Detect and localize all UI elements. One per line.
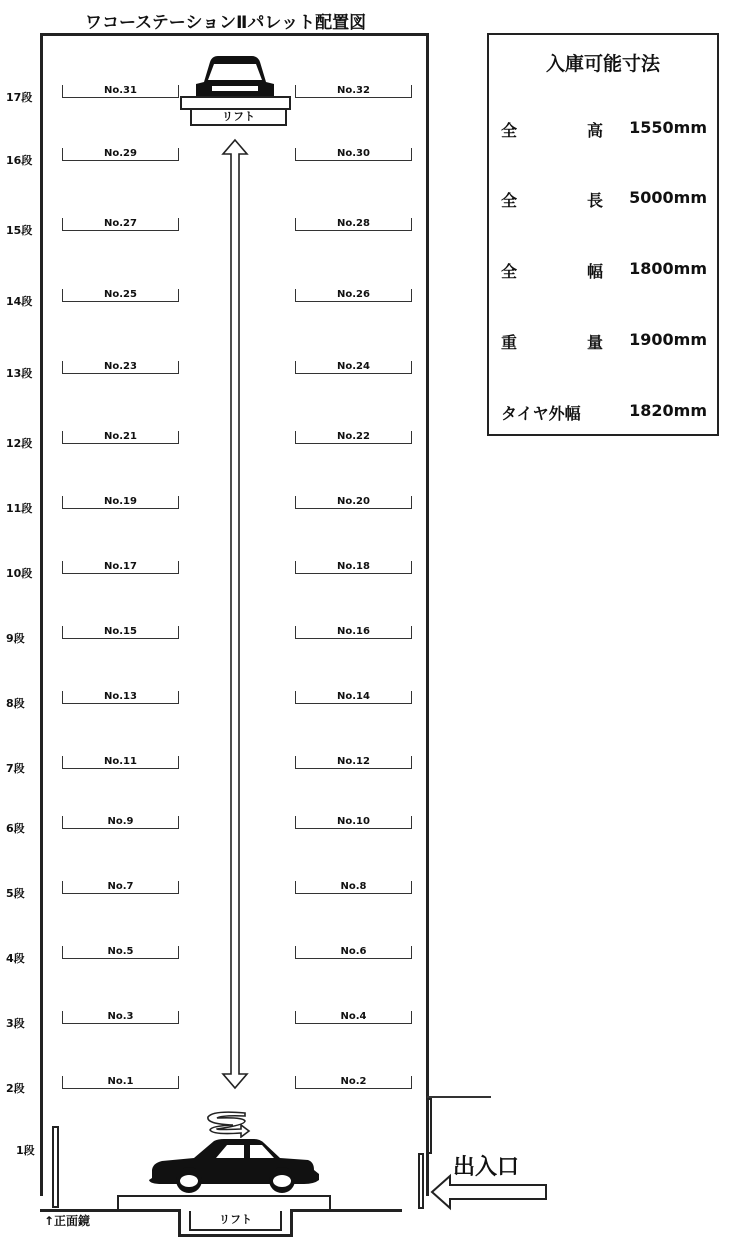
pallet-number: No.30 xyxy=(337,148,370,159)
pallet-slot-right xyxy=(295,1011,412,1024)
spec-row-tire-width xyxy=(501,401,707,425)
spec-key: 高 xyxy=(587,121,604,140)
floor-label: 13段 xyxy=(6,367,33,380)
vertical-double-arrow-icon xyxy=(220,138,250,1090)
pallet-number: No.9 xyxy=(107,816,134,827)
spec-row-length xyxy=(501,188,707,212)
spec-row-weight xyxy=(501,330,707,354)
bottom-lift-platform xyxy=(117,1195,331,1209)
spec-value: 5000mm xyxy=(629,188,707,207)
pallet-number: No.19 xyxy=(104,496,137,507)
pallet-slot-left xyxy=(62,1011,179,1024)
floor-label: 10段 xyxy=(6,567,33,580)
spec-value: 1550mm xyxy=(629,118,707,137)
pallet-slot-left xyxy=(62,691,179,704)
floor-label: 9段 xyxy=(6,632,25,645)
pallet-slot-left xyxy=(62,626,179,639)
pallet-number: No.6 xyxy=(340,946,367,957)
pallet-slot-right xyxy=(295,1076,412,1089)
pallet-number: No.22 xyxy=(337,431,370,442)
floor-label: 4段 xyxy=(6,952,25,965)
pallet-slot-right xyxy=(295,561,412,574)
pallet-slot-right xyxy=(295,946,412,959)
bottom-lift-pit xyxy=(178,1209,293,1237)
pallet-slot-right xyxy=(295,148,412,161)
spec-key: 量 xyxy=(587,333,604,352)
spec-key: タイヤ外幅 xyxy=(501,404,581,423)
bottom-car-icon xyxy=(144,1130,324,1196)
pallet-number: No.2 xyxy=(340,1076,367,1087)
spec-key: 全 xyxy=(501,121,518,140)
floor-label: 6段 xyxy=(6,822,25,835)
pallet-number: No.17 xyxy=(104,561,137,572)
pallet-number: No.25 xyxy=(104,289,137,300)
spec-row-height xyxy=(501,118,707,142)
pallet-number: No.29 xyxy=(104,148,137,159)
entrance-arrow-icon xyxy=(430,1172,550,1212)
pallet-slot-left xyxy=(62,756,179,769)
pallet-slot-left xyxy=(62,561,179,574)
pallet-number: No.31 xyxy=(104,85,137,96)
pallet-slot-right xyxy=(295,691,412,704)
floor-label: 11段 xyxy=(6,502,33,515)
spec-key: 長 xyxy=(587,191,604,210)
pallet-number: No.23 xyxy=(104,361,137,372)
pallet-slot-left xyxy=(62,289,179,302)
dimension-spec-panel xyxy=(487,33,719,436)
spec-value: 1900mm xyxy=(629,330,707,349)
pallet-number: No.10 xyxy=(337,816,370,827)
floor-label: 15段 xyxy=(6,224,33,237)
floor-label: 16段 xyxy=(6,154,33,167)
pallet-number: No.11 xyxy=(104,756,137,767)
pallet-number: No.21 xyxy=(104,431,137,442)
entrance-door-lower xyxy=(418,1153,424,1209)
top-lift xyxy=(190,108,287,126)
pallet-number: No.26 xyxy=(337,289,370,300)
spec-key: 幅 xyxy=(587,262,604,281)
pallet-slot-right xyxy=(295,289,412,302)
spec-key: 全 xyxy=(501,191,518,210)
pallet-number: No.27 xyxy=(104,218,137,229)
pallet-number: No.3 xyxy=(107,1011,134,1022)
pallet-slot-right xyxy=(295,431,412,444)
pallet-slot-right xyxy=(295,756,412,769)
pallet-number: No.16 xyxy=(337,626,370,637)
front-mirror xyxy=(52,1126,59,1208)
pallet-number: No.14 xyxy=(337,691,370,702)
pallet-number: No.5 xyxy=(107,946,134,957)
diagram-title: ワコーステーションⅡパレット配置図 xyxy=(85,13,367,33)
floor-label: 5段 xyxy=(6,887,25,900)
entrance-label: 出入口 xyxy=(453,1155,520,1180)
pallet-number: No.12 xyxy=(337,756,370,767)
pallet-slot-left xyxy=(62,218,179,231)
pallet-number: No.24 xyxy=(337,361,370,372)
floor-label: 2段 xyxy=(6,1082,25,1095)
top-lift-label: リフト xyxy=(222,110,255,123)
floor-label: 3段 xyxy=(6,1017,25,1030)
floor-label: 14段 xyxy=(6,295,33,308)
pallet-slot-left xyxy=(62,946,179,959)
floor-label-1: 1段 xyxy=(16,1144,35,1157)
pallet-slot-right xyxy=(295,626,412,639)
bottom-lift xyxy=(189,1211,282,1231)
spec-value: 1800mm xyxy=(629,259,707,278)
pallet-slot-right xyxy=(295,361,412,374)
spec-key: 全 xyxy=(501,262,518,281)
pallet-slot-left xyxy=(62,496,179,509)
pallet-number: No.18 xyxy=(337,561,370,572)
front-mirror-label: ↑正面鏡 xyxy=(44,1214,91,1228)
pallet-number: No.28 xyxy=(337,218,370,229)
pallet-slot-right xyxy=(295,816,412,829)
floor-label: 8段 xyxy=(6,697,25,710)
pallet-slot-left xyxy=(62,816,179,829)
pallet-number: No.7 xyxy=(107,881,134,892)
floor-line-right xyxy=(290,1209,402,1212)
pallet-slot-left xyxy=(62,881,179,894)
floor-label: 7段 xyxy=(6,762,25,775)
spec-row-width xyxy=(501,259,707,283)
pallet-slot-right xyxy=(295,496,412,509)
pallet-slot-left xyxy=(62,361,179,374)
pallet-slot-left xyxy=(62,1076,179,1089)
spec-title: 入庫可能寸法 xyxy=(545,53,660,75)
pallet-number: No.4 xyxy=(340,1011,367,1022)
spec-key: 重 xyxy=(501,333,518,352)
pallet-slot-left xyxy=(62,431,179,444)
pallet-slot-right xyxy=(295,218,412,231)
entrance-wall-line xyxy=(427,1096,491,1098)
bottom-lift-label: リフト xyxy=(219,1213,252,1226)
floor-label: 17段 xyxy=(6,91,33,104)
floor-label: 12段 xyxy=(6,437,33,450)
pallet-number: No.13 xyxy=(104,691,137,702)
entrance-door-upper xyxy=(427,1098,432,1154)
spec-value: 1820mm xyxy=(629,401,707,420)
pallet-number: No.8 xyxy=(340,881,367,892)
pallet-slot-right xyxy=(295,881,412,894)
pallet-number: No.32 xyxy=(337,85,370,96)
pallet-slot-right xyxy=(295,85,412,98)
pallet-number: No.1 xyxy=(107,1076,134,1087)
pallet-number: No.20 xyxy=(337,496,370,507)
pallet-number: No.15 xyxy=(104,626,137,637)
pallet-slot-left xyxy=(62,148,179,161)
pallet-slot-left xyxy=(62,85,179,98)
